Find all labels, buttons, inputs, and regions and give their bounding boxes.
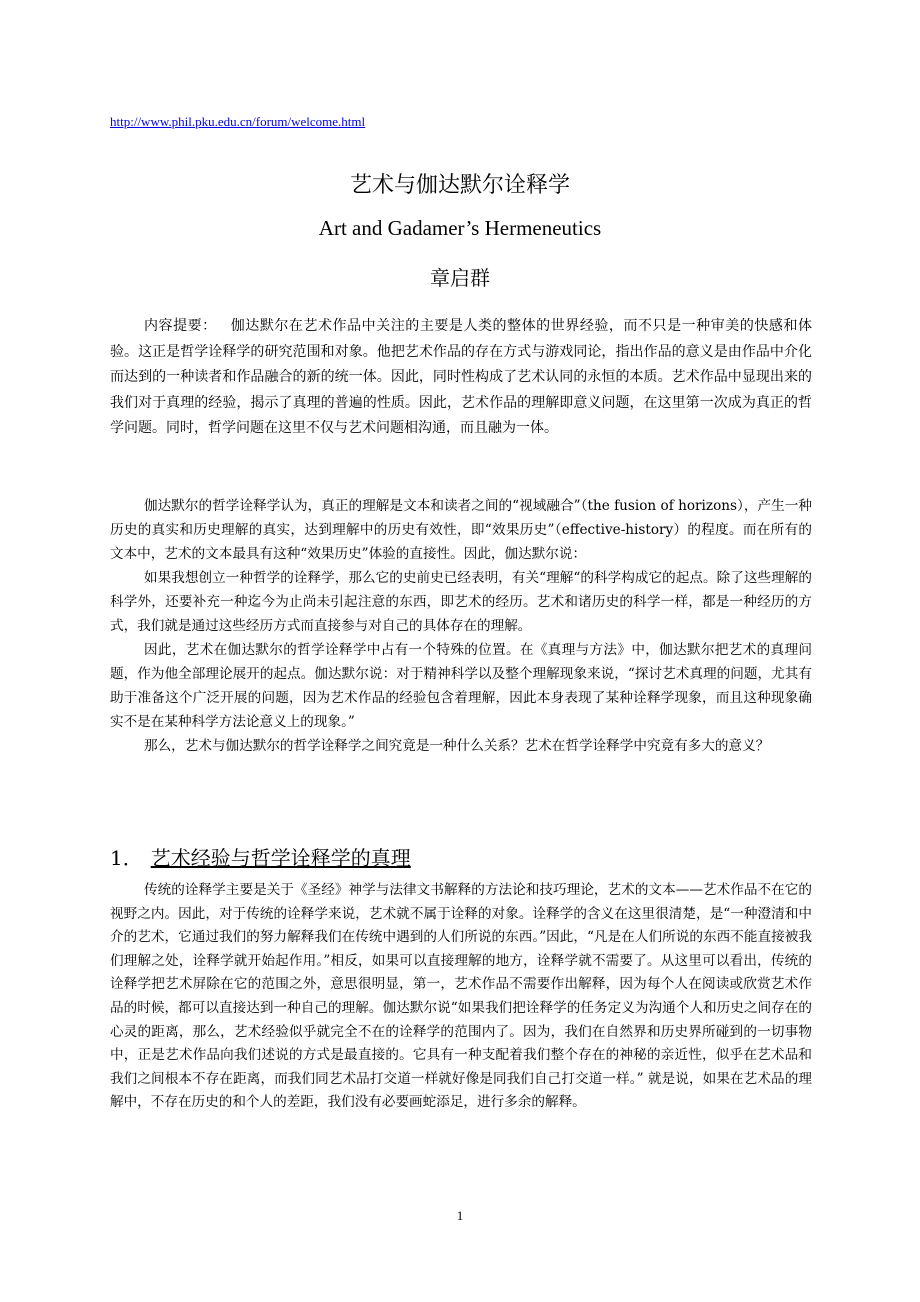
abstract-label: 内容提要：: [144, 318, 217, 334]
section-body: [110, 879, 812, 1115]
body-paragraph: 因此，艺术在伽达默尔的哲学诠释学中占有一个特殊的位置。在《真理与方法》中，伽达默尔把艺术的真理问题，作为他全部理论展开的起点。伽达默尔说：对于精神科学以及整个理解现象来说，“探讨艺术真理的问题，尤其有助于准备这个广泛开展的问题，因为艺术作品的经验包含着理解，因此本身表现了某种诠释学现象，而且这种现象确实不是在某种科学方法论意义上的现象。”: [110, 642, 812, 730]
abstract-paragraph: [110, 314, 812, 442]
source-url-link[interactable]: http://www.phil.pku.edu.cn/forum/welcome.html: [110, 114, 366, 129]
document-title: 艺术与伽达默尔诠释学: [349, 173, 570, 198]
section-number: 1．: [110, 846, 143, 870]
page-number: 1: [456, 1208, 464, 1223]
intro-body: [110, 494, 812, 758]
document-subtitle: Art and Gadamer’s Hermeneutics: [318, 216, 602, 240]
abstract-text: 伽达默尔在艺术作品中关注的主要是人类的整体的世界经验，而不只是一种审美的快感和体验。这正是哲学诠释学的研究范围和对象。他把艺术作品的存在方式与游戏同论，指出作品的意义是由作品中介化而达到的一种读者和作品融合的新的统一体。因此，同时性构成了艺术认同的永恒的本质。艺术作品中显现出来的我们对于真理的经验，揭示了真理的普遍的性质。因此，艺术作品的理解即意义问题，在这里第一次成为真正的哲学问题。同时，哲学问题在这里不仅与艺术问题相沟通，而且融为一体。: [110, 318, 813, 436]
section-heading-text: 艺术经验与哲学诠释学的真理: [150, 846, 411, 870]
quote-paragraph: 如果我想创立一种哲学的诠释学，那么它的史前史已经表明，有关“理解“的科学构成它的起点。除了这些理解的科学外，还要补充一种迄今为止尚未引起注意的东西，即艺术的经历。艺术和诸历史的科学一样，都是一种经历的方式，我们就是通过这些经历方式而直接参与对自己的具体存在的理解。: [110, 570, 812, 634]
section-heading: [110, 842, 411, 871]
body-paragraph: 伽达默尔的哲学诠释学认为，真正的理解是文本和读者之间的“视域融合”（the fusion of horizons），产生一种历史的真实和历史理解的真实，达到理解中的历史有效性，即“效果历史”（effective-history）的程度。而在所有的文本中，艺术的文本最具有这种“效果历史”体验的直接性。因此，伽达默尔说：: [110, 498, 812, 562]
body-paragraph: 传统的诠释学主要是关于《圣经》神学与法律文书解释的方法论和技巧理论，艺术的文本——艺术作品不在它的视野之内。因此，对于传统的诠释学来说，艺术就不属于诠释的对象。诠释学的含义在这里很清楚，是“一种澄清和中介的艺术，它通过我们的努力解释我们在传统中遇到的人们所说的东西。”因此，“凡是在人们所说的东西不能直接被我们理解之处，诠释学就开始起作用。”相反，如果可以直接理解的地方，诠释学就不需要了。从这里可以看出，传统的诠释学把艺术屏除在它的范围之外，意思很明显，第一，艺术作品不需要作出解释，因为每个人在阅读或欣赏艺术作品的时候，都可以直接达到一种自己的理解。伽达默尔说“如果我们把诠释学的任务定义为沟通个人和历史之间存在的心灵的距离，那么，艺术经验似乎就完全不在的诠释学的范围内了。因为，我们在自然界和历史界所碰到的一切事物中，正是艺术作品向我们述说的方式是最直接的。它具有一种支配着我们整个存在的神秘的亲近性，似乎在艺术品和我们之间根本不存在距离，而我们同艺术品打交道一样就好像是同我们自己打交道一样。” 就是说，如果在艺术品的理解中，不存在历史的和个人的差距，我们没有必要画蛇添足，进行多余的解释。: [110, 882, 812, 1111]
author-name: 章启群: [430, 266, 490, 290]
abstract: [110, 314, 812, 442]
body-paragraph: 那么，艺术与伽达默尔的哲学诠释学之间究竟是一种什么关系？艺术在哲学诠释学中究竟有多大的意义？: [144, 738, 770, 754]
